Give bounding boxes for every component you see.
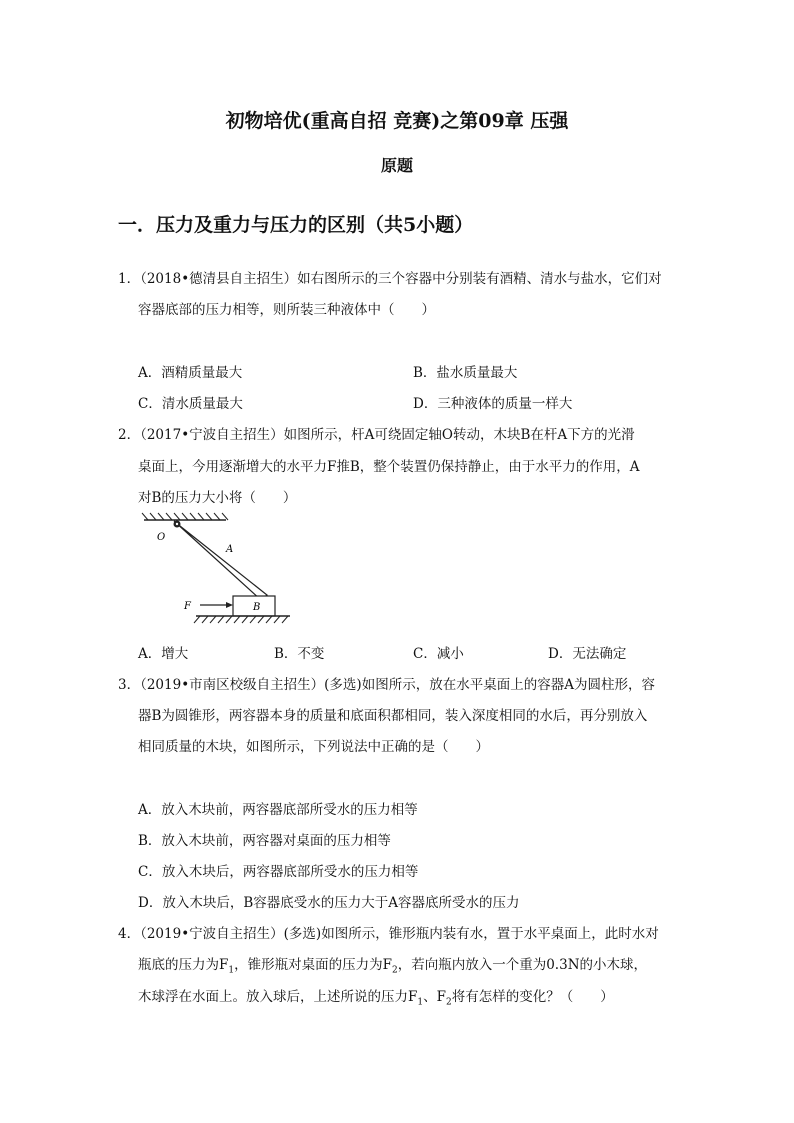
q3-line-3: 相同质量的木块，如图所示，下列说法中正确的是（ ）: [138, 739, 489, 755]
q1-option-b: B．盐水质量最大: [413, 365, 518, 381]
q2-line-1: 2．（2017•宁波自主招生）如图所示，杆A可绕固定轴O转动，木块B在杆A下方的光滑: [118, 427, 635, 443]
q4-line-3: 木球浮在水面上。放入球后，上述所说的压力$F_1$、$F_2$将有怎样的变化？（ ）: [138, 989, 614, 1008]
q3-line-1: 3．（2019•市南区校级自主招生）(多选)如图所示，放在水平桌面上的容器A为圆柱形，容: [118, 677, 655, 693]
label-a: A: [226, 544, 234, 555]
q2-option-b: B．不变: [274, 646, 325, 662]
q2-option-c: C．减小: [413, 646, 464, 662]
q3-option-c: C．放入木块后，两容器底部所受水的压力相等: [138, 864, 419, 880]
q4-line-2: 瓶底的压力为$F_1$，锥形瓶对桌面的压力为$F_2$，若向瓶内放入一个重为0.3N的小木球，: [138, 957, 648, 976]
q3-option-d: D．放入木块后，B容器底受水的压力大于A容器底所受水的压力: [138, 895, 520, 911]
q3-option-b: B．放入木块前，两容器对桌面的压力相等: [138, 833, 391, 849]
q2-option-a: A．增大: [138, 646, 189, 662]
q2-option-d: D．无法确定: [548, 646, 627, 662]
q3-option-a: A．放入木块前，两容器底部所受水的压力相等: [138, 802, 418, 818]
section-heading: 一．压力及重力与压力的区别（共5小题）: [118, 214, 474, 236]
label-o: O: [157, 532, 166, 543]
q4-line-1: 4．（2019•宁波自主招生）(多选)如图所示，锥形瓶内装有水，置于水平桌面上，此时水对: [118, 926, 659, 942]
q2-line-2: 桌面上，今用逐渐增大的水平力F推B，整个装置仍保持静止，由于水平力的作用，A: [138, 459, 640, 475]
q1-option-c: C．清水质量最大: [138, 396, 243, 412]
label-b: B: [253, 602, 261, 613]
q1-line-1: 1．（2018•德清县自主招生）如右图所示的三个容器中分别装有酒精、清水与盐水，它们对: [118, 271, 662, 287]
document-title: 初物培优(重高自招 竞赛)之第09章 压强: [225, 110, 569, 132]
q1-option-d: D．三种液体的质量一样大: [413, 396, 573, 412]
q1-option-a: A．酒精质量最大: [138, 365, 243, 381]
q1-line-2: 容器底部的压力相等，则所装三种液体中（ ）: [138, 302, 435, 318]
q3-line-2: 器B为圆锥形，两容器本身的质量和底面积都相同，装入深度相同的水后，再分别放入: [138, 708, 648, 724]
lever-block-figure: [140, 512, 300, 632]
q2-line-3: 对B的压力大小将（ ）: [138, 490, 297, 506]
label-f: F: [184, 601, 191, 612]
document-subtitle: 原题: [380, 156, 413, 175]
